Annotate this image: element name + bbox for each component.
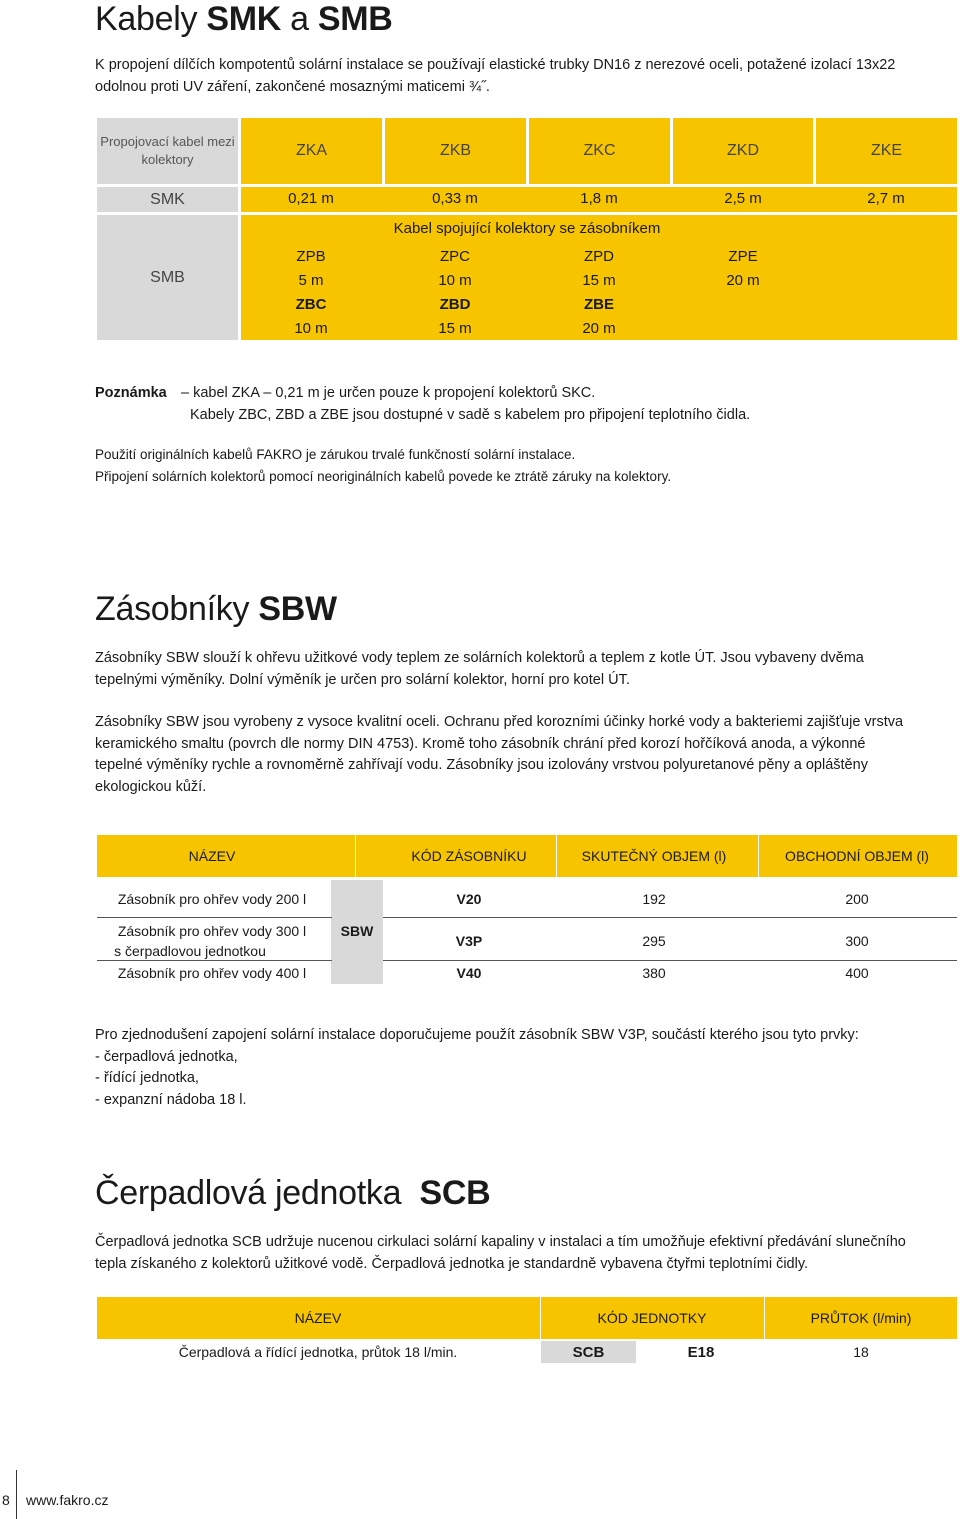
tank-group-code: SBW [340,923,374,939]
note-warranty: Použití originálních kabelů FAKRO je zárukou trvalé funkčností solární instalace. Připojení solárních kolektorů pomocí neoriginálních kabelů povede ke ztrátě záruky na kolektory. [95,447,672,484]
tank-row-1-code: V20 [456,891,482,907]
pump-row-code: E18 [687,1344,715,1361]
row-label-smk: SMK [97,187,238,212]
footer-url[interactable]: www.fakro.cz [26,1492,109,1508]
smk-zke-value: 2,7 m [867,190,905,207]
smb-length-zbe: 20 m [582,320,616,337]
section-title-kabely: Kabely SMK a SMB [95,0,393,38]
sbw-paragraph-2: Zásobníky SBW jsou vyrobeny z vysoce kvalitní oceli. Ochranu před korozními účinky horké vody a bakteriemi zajišťuje vrstva keramického smaltu (povrch dle normy DIN 4753). Kromě toho zásobník chrání před korozí hořčíková anoda, a výkonné tepelné výměníky rychle a rovnoměrně zahřívají vodu. Zásobníky jsou izolovány vrstvou polyuretanové pěny a opláštěny ekologickou kůží. [95,714,904,795]
tank-row-2-real: 295 [642,933,666,949]
tank-row-3-name: Zásobník pro ohřev vody 400 l [117,965,307,981]
tank-col-code: KÓD ZÁSOBNÍKU [411,848,527,864]
smb-length-zpc: 10 m [438,272,472,289]
note-line-2: Kabely ZBC, ZBD a ZBE jsou dostupné v sadě s kabelem pro připojení teplotního čidla. [190,406,751,423]
pump-row-name: Čerpadlová a řídící jednotka, průtok 18 l/min. [178,1344,458,1360]
page-number: 8 [2,1492,10,1508]
tank-row-1-trade: 200 [845,891,869,907]
pump-group-cell: SCB [541,1341,636,1363]
tank-row-1-real: 192 [642,891,666,907]
tank-col-real-volume: SKUTEČNÝ OBJEM (l) [581,848,727,864]
tank-row-3-code: V40 [456,965,482,981]
smb-heading: Kabel spojující kolektory se zásobníkem [393,220,661,237]
smb-code-zpc: ZPC [440,248,470,265]
tank-row-3-real: 380 [642,965,666,981]
col-header-zkd: ZKD [673,118,813,184]
smk-zka-value: 0,21 m [288,190,334,207]
tank-row-2-code: V3P [455,933,483,949]
col-header-zkb: ZKB [385,118,526,184]
note-label: Poznámka [95,385,167,401]
pump-col-name: NÁZEV [294,1310,342,1326]
smk-zkb-value: 0,33 m [432,190,478,207]
tank-row-3-trade: 400 [845,965,869,981]
tank-row-2-name: Zásobník pro ohřev vody 300 l [117,923,307,939]
pump-row-flow: 18 [853,1344,869,1360]
smb-code-zpb: ZPB [296,248,326,265]
tank-row-1-name: Zásobník pro ohřev vody 200 l [117,891,307,907]
smb-length-zpe: 20 m [726,272,760,289]
note-dash: – [181,385,190,401]
section-title-zasobniky: Zásobníky SBW [95,590,337,628]
smb-length-zpb: 5 m [298,272,324,289]
table-corner: Propojovací kabel mezi kolektory [97,118,238,184]
recommendation-paragraph: Pro zjednodušení zapojení solární instalace doporučujeme použít zásobník SBW V3P, součástí kterého jsou tyto prvky: - čerpadlová jednotka, - řídící jednotka, - expanzní nádoba 18 l. [95,1027,859,1108]
footer-divider [16,1470,17,1519]
scb-paragraph: Čerpadlová jednotka SCB udržuje nucenou cirkulaci solární kapaliny v instalaci a tím umožňuje efektivní předávání slunečního tepla získaného z kolektorů užitkové vodě. Čerpadlová jednotka je standardně vybavena čtyřmi teplotními čidly. [95,1234,906,1272]
tank-row-2-trade: 300 [845,933,869,949]
intro-paragraph: K propojení dílčích kompotentů solární instalace se používají elastické trubky DN16 z nerezové oceli, potažené izolací 13x22 odolnou proti UV záření, zakončené mosaznými maticemi ¾˝. [95,57,896,95]
section-title-cerpadlova: Čerpadlová jednotka SCB [95,1174,491,1212]
smb-length-zpd: 15 m [582,272,616,289]
pump-col-code: KÓD JEDNOTKY [597,1310,707,1326]
note-block [95,383,955,426]
tank-col-trade-volume: OBCHODNÍ OBJEM (l) [785,848,929,864]
smk-zkd-value: 2,5 m [724,190,762,207]
smb-length-zbc: 10 m [294,320,328,337]
smb-code-zbe: ZBE [584,296,614,313]
smb-length-zbd: 15 m [438,320,472,337]
smb-code-zpe: ZPE [728,248,758,265]
col-header-zke: ZKE [816,118,957,184]
smb-code-zbd: ZBD [439,296,471,313]
row-label-smb: SMB [97,215,238,340]
pump-col-flow: PRŮTOK (l/min) [810,1310,912,1326]
tank-row-2-name-2: s čerpadlovou jednotkou [114,943,266,959]
note-line-1: kabel ZKA – 0,21 m je určen pouze k propojení kolektorů SKC. [193,385,596,401]
tank-col-name: NÁZEV [188,848,236,864]
sbw-paragraph-1: Zásobníky SBW slouží k ohřevu užitkové vody teplem ze solárních kolektorů a teplem z kotle ÚT. Jsou vybaveny dvěma tepelnými výměníky. Dolní výměník je určen pro solární kolektor, horní pro kotel ÚT. [95,650,864,688]
col-header-zka: ZKA [241,118,382,184]
col-header-zkc: ZKC [529,118,670,184]
smb-code-zpd: ZPD [584,248,614,265]
smk-zkc-value: 1,8 m [580,190,618,207]
smb-code-zbc: ZBC [295,296,327,313]
